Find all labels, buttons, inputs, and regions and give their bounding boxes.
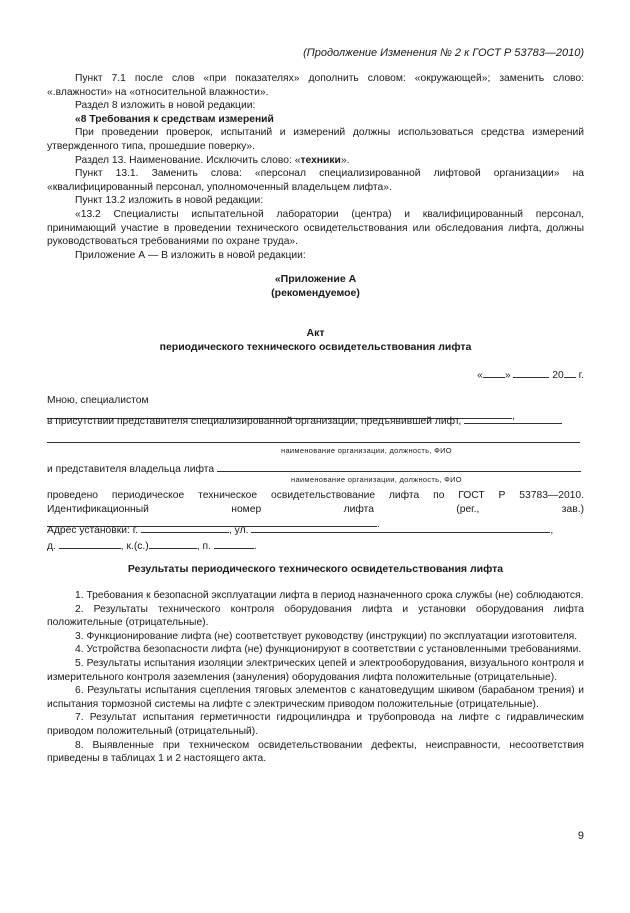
act-line-presence xyxy=(47,413,584,429)
text-suffix: ». xyxy=(340,154,350,166)
result-item: 3. Функционирование лифта (не) соответствует руководству (инструкции) по эксплуатации изготовителя. xyxy=(75,630,578,642)
month-blank xyxy=(513,367,549,378)
field-label: проведено периодическое техническое освидетельствование лифта по ГОСТ Р 53783—2010. Идентификационный номер лифта (рег., зав.) xyxy=(47,490,584,515)
paragraph: При проведении проверок, испытаний и измерений должны использоваться средства измерений утвержденного типа, прошедшие поверку». xyxy=(47,127,584,152)
act-line-house: д. , к.(с.) , п. . xyxy=(47,538,584,554)
bold-word: техники xyxy=(300,154,341,166)
result-item: 6. Результаты испытания сцепления тяговых элементов с канатоведущим шкивом (барабаном трения) и испытания тормозной системы на лифте с электрическим приводом положительные (отрицательные). xyxy=(47,685,584,710)
year-blank xyxy=(564,367,576,378)
paragraph xyxy=(47,154,584,168)
field-label: и представителя владельца лифта xyxy=(47,464,215,475)
field-label: Мною, специалистом xyxy=(47,395,149,406)
section-heading xyxy=(47,113,584,127)
act-title xyxy=(47,327,584,354)
result-item: 4. Устройства безопасности лифта (не) функционируют в соответствии с установленными требованиями. xyxy=(75,644,582,656)
result-item: 5. Результаты испытания изоляции электрических цепей и электрооборудования, визуального контроля и измерительного контроля заземления (зануления) оборудования лифта положительные (отрицательные). xyxy=(47,657,584,683)
city-blank xyxy=(141,522,229,533)
date-quote-open: « xyxy=(477,370,483,381)
act-subheading: периодического технического освидетельствования лифта xyxy=(159,340,472,353)
result-item: 7. Результат испытания герметичности гидроцилиндра и трубопровода на лифте с гидравлическим приводом положительный (отрицательный). xyxy=(47,712,584,737)
field-label: в присутствии представителя специализированной организации, предъявившей лифт, xyxy=(47,416,462,427)
act-line-address: Адрес установки: г. , ул. , xyxy=(47,522,584,538)
act-heading: Акт xyxy=(306,327,325,339)
paragraph: «13.2 Специалисты испытательной лаборатории (центра) и квалифицированный персонал, принимающий участие в проведении технического освидетельствования или обследования лифта, должны руководствоваться требованиями по охране труда». xyxy=(47,208,584,248)
korp-blank xyxy=(149,538,197,549)
act-line-specialist: Мною, специалистом , xyxy=(47,395,515,422)
paragraph: Пункт 13.2 изложить в новой редакции: xyxy=(75,195,264,207)
heading-text: «8 Требования к средствам измерений xyxy=(75,113,274,125)
paragraph: Раздел 8 изложить в новой редакции: xyxy=(75,100,256,112)
field-label: Адрес установки: г. xyxy=(47,525,139,536)
year-prefix: 20 xyxy=(552,370,564,381)
results-title: Результаты периодического технического освидетельствования лифта xyxy=(127,563,504,575)
day-blank xyxy=(483,367,505,378)
field-label: , к.(с.) xyxy=(120,541,149,552)
page-number: 9 xyxy=(577,830,584,842)
organization-blank-full xyxy=(47,432,580,443)
field-caption: наименование организации, должность, ФИО xyxy=(281,446,452,455)
amendment-text xyxy=(47,72,584,262)
paragraph: Пункт 7.1 после слов «при показателях» дополнить словом: «окружающей»; заменить слово: «.влажности» на «относительной влажности». xyxy=(47,73,584,98)
paragraph: Пункт 13.1. Заменить слова: «персонал специализированной лифтовой организации» на «квалифицированный персонал, уполномоченный владельцем лифта». xyxy=(47,168,584,193)
owner-blank xyxy=(217,461,581,472)
text-prefix: Раздел 13. Наименование. Исключить слово: « xyxy=(75,154,301,166)
appendix-status: (рекомендуемое) xyxy=(271,286,360,299)
street-blank xyxy=(251,522,550,533)
flat-blank xyxy=(214,538,254,549)
field-label: д. xyxy=(47,541,56,552)
result-item: 1. Требования к безопасной эксплуатации лифта в период назначенного срока службы (не) соблюдаются. xyxy=(75,590,584,601)
date-quote-close: » xyxy=(504,370,511,381)
result-item: 8. Выявленные при техническом освидетельствовании дефекты, неисправности, несоответствия приведены в таблицах 1 и 2 настоящего акта. xyxy=(47,739,584,765)
year-suffix: г. xyxy=(578,370,584,381)
field-caption: наименование организации, должность, ФИО xyxy=(291,475,462,484)
results-list xyxy=(47,589,584,766)
appendix-title xyxy=(47,273,584,300)
field-label: , ул. xyxy=(228,525,249,536)
appendix-name: «Приложение А xyxy=(274,273,357,285)
page-header: (Продолжение Изменения № 2 к ГОСТ Р 53783—2010) xyxy=(303,47,584,59)
act-date xyxy=(47,367,584,383)
act-line-conducted: проведено периодическое техническое освидетельствование лифта по ГОСТ Р 53783—2010. Идентификационный номер лифта (рег., зав.) . xyxy=(47,490,584,531)
result-item: 2. Результаты технического контроля оборудования лифта и установки оборудования лифта положительные (отрицательные). xyxy=(47,603,584,629)
house-blank xyxy=(59,538,121,549)
organization-blank xyxy=(464,413,562,424)
field-label: , п. xyxy=(196,541,211,552)
paragraph: Приложение А — В изложить в новой редакции: xyxy=(75,249,306,261)
